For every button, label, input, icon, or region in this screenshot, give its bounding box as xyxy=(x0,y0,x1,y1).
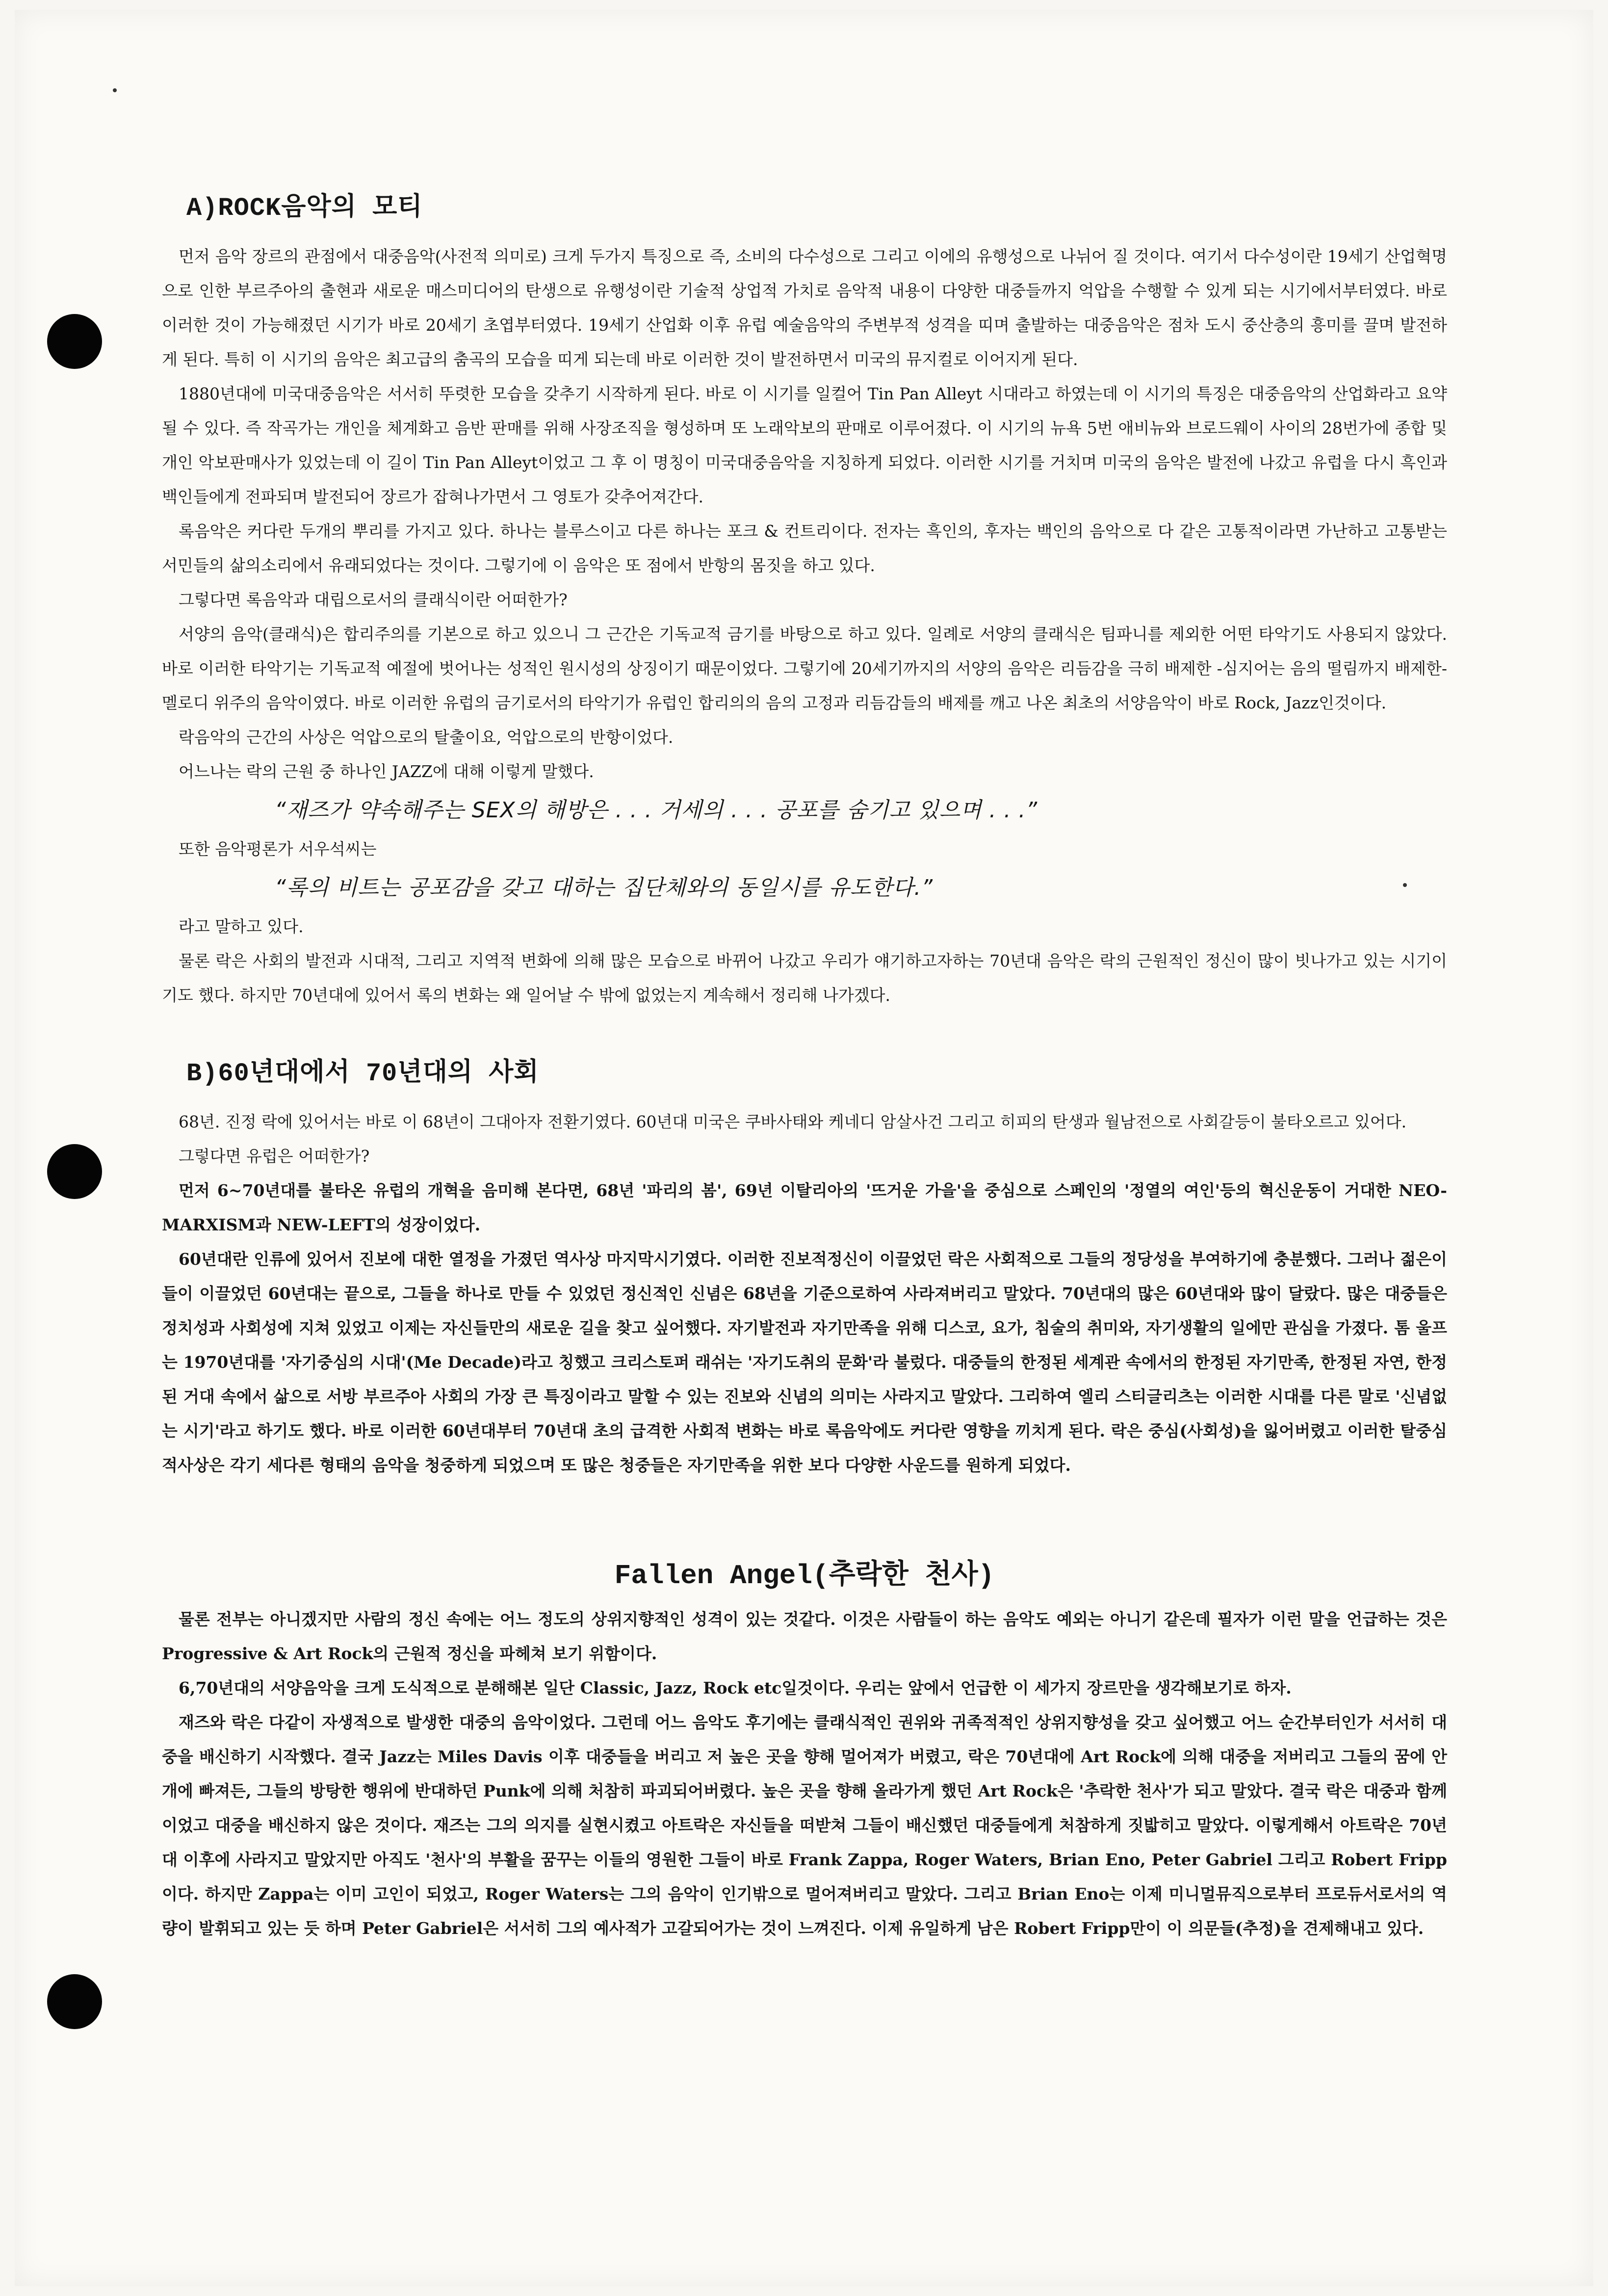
section-a-paragraph: 서양의 음악(클래식)은 합리주의를 기본으로 하고 있으니 그 근간은 기독교적 금기를 바탕으로 하고 있다. 일례로 서양의 클래식은 팀파니를 제외한 어떤 타악기도 사용되지 않았다. 바로 이러한 타악기는 기독교적 예절에 벗어나는 성적인 원시성의 상징이기 때문이었다. 그렇기에 20세기까지의 서양의 음악은 리듬감을 극히 배제한 -심지어는 음의 떨림까지 배제한- 멜로디 위주의 음악이였다. 바로 이러한 유럽의 금기로서의 타악기가 유럽인 합리의의 음의 고정과 리듬감들의 배제를 깨고 나온 최초의 서양음악이 바로 Rock, Jazz인것이다. xyxy=(162,625,1447,712)
section-b-question: 그렇다면 유럽은 어떠한가? xyxy=(179,1147,370,1166)
section-a-line: 어느나는 락의 근원 중 하나인 JAZZ에 대해 이렇게 말했다. xyxy=(179,762,594,781)
section-a-heading: A)ROCK음악의 모티 xyxy=(186,194,423,223)
section-c-paragraph: 6,70년대의 서양음악을 크게 도식적으로 분해해본 일단 Classic, Jazz, Rock etc일것이다. 우리는 앞에서 언급한 이 세가지 장르만을 생각해보기로 하자. xyxy=(179,1678,1292,1697)
binder-hole-top xyxy=(47,314,102,369)
section-c-paragraph: 재즈와 락은 다같이 자생적으로 발생한 대중의 음악이었다. 그런데 어느 음악도 후기에는 클래식적인 권위와 귀족적적인 상위지향성을 갖고 싶어했고 어느 순간부터인가 서서히 대중을 배신하기 시작했다. 결국 Jazz는 Miles Davis 이후 대중들을 버리고 저 높은 곳을 향해 멀어져가 버렸고, 락은 70년대에 Art Rock에 의해 대중을 저버리고 그들의 꿈에 안개에 빠져든, 그들의 방탕한 행위에 반대하던 Punk에 의해 처참히 파괴되어버렸다. 높은 곳을 향해 올라가게 했던 Art Rock은 '추락한 천사'가 되고 말았다. 결국 락은 대중과 함께 이었고 대중을 배신하지 않은 것이다. 재즈는 그의 의지를 실현시켰고 아트락은 자신들을 떠받쳐 그들이 배신했던 대중들에게 처참하게 짓밟히고 말았다. 이렇게해서 아트락은 70년대 이후에 사라지고 말았지만 아직도 '천사'의 부활을 꿈꾸는 이들의 영원한 그들이 바로 Frank Zappa, Roger Waters, Brian Eno, Peter Gabriel 그리고 Robert Fripp이다. 하지만 Zappa는 이미 고인이 되었고, Roger Waters는 그의 음악이 인기밖으로 멀어져버리고 말았다. 그리고 Brian Eno는 이제 미니멀뮤직으로부터 프로듀서로서의 역량이 발휘되고 있는 듯 하며 Peter Gabriel은 서서히 그의 예사적가 고갈되어가는 것이 느껴진다. 이제 유일하게 남은 Robert Fripp만이 이 의문들(추정)을 견제해내고 있다. xyxy=(162,1713,1447,1938)
section-c-heading: Fallen Angel(추락한 천사) xyxy=(614,1560,995,1592)
section-a-question: 그렇다면 록음악과 대립으로서의 클래식이란 어떠한가? xyxy=(179,590,568,609)
binder-hole-middle xyxy=(47,1144,102,1199)
section-c-paragraph: 물론 전부는 아니겠지만 사람의 정신 속에는 어느 정도의 상위지향적인 성격이 있는 것같다. 이것은 사람들이 하는 음악도 예외는 아니기 같은데 필자가 이런 말을 언급하는 것은 Progressive & Art Rock의 근원적 정신을 파헤쳐 보기 위함이다. xyxy=(162,1610,1447,1663)
section-a-closing: 물론 락은 사회의 발전과 시대적, 그리고 지역적 변화에 의해 많은 모습으로 바뀌어 나갔고 우리가 얘기하고자하는 70년대 음악은 락의 근원적인 정신이 많이 빗나가고 있는 시기이기도 했다. 하지만 70년대에 있어서 록의 변화는 왜 일어날 수 밖에 없었는지 계속해서 정리해 나가겠다. xyxy=(162,951,1447,1005)
quote-jazz: “재즈가 약속해주는 SEX의 해방은 . . . 거세의 . . . 공포를 숨기고 있으며 . . .” xyxy=(275,798,1038,823)
section-b-paragraph: 60년대란 인류에 있어서 진보에 대한 열정을 가졌던 역사상 마지막시기였다. 이러한 진보적정신이 이끌었던 락은 사회적으로 그들의 정당성을 부여하기에 충분했다. 그러나 젊은이들이 이끌었던 60년대는 끝으로, 그들을 하나로 만들 수 있었던 정신적인 신념은 68년을 기준으로하여 사라져버리고 말았다. 70년대의 많은 60년대와 많이 달랐다. 많은 대중들은 정치성과 사회성에 지쳐 있었고 이제는 자신들만의 새로운 길을 찾고 싶어했다. 자기발전과 자기만족을 위해 디스코, 요가, 침술의 취미와, 자기생활의 일에만 관심을 가졌다. 톰 울프는 1970년대를 '자기중심의 시대'(Me Decade)라고 칭했고 크리스토퍼 래쉬는 '자기도취의 문화'라 불렀다. 대중들의 한정된 세계관 속에서의 한정된 자기만족, 한정된 자연, 한정된 거대 속에서 삶으로 서방 부르주아 사회의 가장 큰 특징이라고 말할 수 있는 진보와 신념의 의미는 사라지고 말았다. 그리하여 엘리 스티글리츠는 이러한 시대를 다른 말로 '신념없는 시기'라고 하기도 했다. 바로 이러한 60년대부터 70년대 초의 급격한 사회적 변화는 바로 록음악에도 커다란 영향을 끼치게 된다. 락은 중심(사회성)을 잃어버렸고 이러한 탈중심적사상은 각기 세다른 형태의 음악을 청중하게 되었으며 또 많은 청중들은 자기만족을 위한 보다 다양한 사운드를 원하게 되었다. xyxy=(162,1250,1447,1475)
ink-speck xyxy=(113,88,117,92)
section-a-line: 락음악의 근간의 사상은 억압으로의 탈출이요, 억압으로의 반항이었다. xyxy=(179,728,674,747)
section-b-paragraph: 68년. 진정 락에 있어서는 바로 이 68년이 그대아자 전환기였다. 60년대 미국은 쿠바사태와 케네디 암살사건 그리고 히피의 탄생과 월남전으로 사회갈등이 불타오르고 있어다. xyxy=(179,1112,1407,1131)
section-a-paragraph: 1880년대에 미국대중음악은 서서히 뚜렷한 모습을 갖추기 시작하게 된다. 바로 이 시기를 일컬어 Tin Pan Alleyt 시대라고 하였는데 이 시기의 특징은 대중음악의 산업화라고 요약될 수 있다. 즉 작곡가는 개인을 체계화고 음반 판매를 위해 사장조직을 형성하며 또 노래악보의 판매로 이루어졌다. 이 시기의 뉴욕 5번 애비뉴와 브로드웨이 사이의 28번가에 종합 및 개인 악보판매사가 있었는데 이 길이 Tin Pan Alleyt이었고 그 후 이 명칭이 미국대중음악을 지칭하게 되었다. 이러한 시기를 거치며 미국의 음악은 발전에 나갔고 유럽을 다시 흑인과 백인들에게 전파되며 발전되어 장르가 잡혀나가면서 그 영토가 갖추어져간다. xyxy=(162,384,1447,506)
section-b-paragraph: 먼저 6~70년대를 불타온 유럽의 개혁을 음미해 본다면, 68년 '파리의 봄', 69년 이탈리아의 '뜨거운 가을'을 중심으로 스페인의 '정열의 여인'등의 혁신운동이 거대한 NEO-MARXISM과 NEW-LEFT의 성장이었다. xyxy=(162,1181,1447,1234)
binder-hole-bottom xyxy=(47,1974,102,2029)
quote-intro: 또한 음악평론가 서우석씨는 xyxy=(179,839,377,859)
document-body xyxy=(162,191,1447,1946)
section-a-paragraph: 록음악은 커다란 두개의 뿌리를 가지고 있다. 하나는 블루스이고 다른 하나는 포크 & 컨트리이다. 전자는 흑인의, 후자는 백인의 음악으로 다 같은 고통적이라면 가난하고 고통받는 서민들의 삶의소리에서 유래되었다는 것이다. 그렇기에 이 음악은 또 점에서 반항의 몸짓을 하고 있다. xyxy=(162,522,1447,575)
quote-outro: 라고 말하고 있다. xyxy=(179,917,304,936)
quote-rock-beat: “록의 비트는 공포감을 갖고 대하는 집단체와의 동일시를 유도한다.” xyxy=(275,875,934,900)
section-a-paragraph: 먼저 음악 장르의 관점에서 대중음악(사전적 의미로) 크게 두가지 특징으로 즉, 소비의 다수성으로 그리고 이에의 유행성으로 나뉘어 질 것이다. 여기서 다수성이란 19세기 산업혁명으로 인한 부르주아의 출현과 새로운 매스미디어의 탄생으로 유행성이란 기술적 상업적 가치로 음악적 내용이 다양한 대중들까지 억압을 수행할 수 있게 되는 시기에서부터였다. 바로 이러한 것이 가능해졌던 시기가 바로 20세기 초엽부터였다. 19세기 산업화 이후 유럽 예술음악의 주변부적 성격을 띠며 출발하는 대중음악은 점차 도시 중산층의 흥미를 끌며 발전하게 된다. 특히 이 시기의 음악은 최고급의 춤곡의 모습을 띠게 되는데 바로 이러한 것이 발전하면서 미국의 뮤지컬로 이어지게 된다. xyxy=(162,247,1447,369)
section-b-heading: B)60년대에서 70년대의 사회 xyxy=(186,1059,539,1088)
